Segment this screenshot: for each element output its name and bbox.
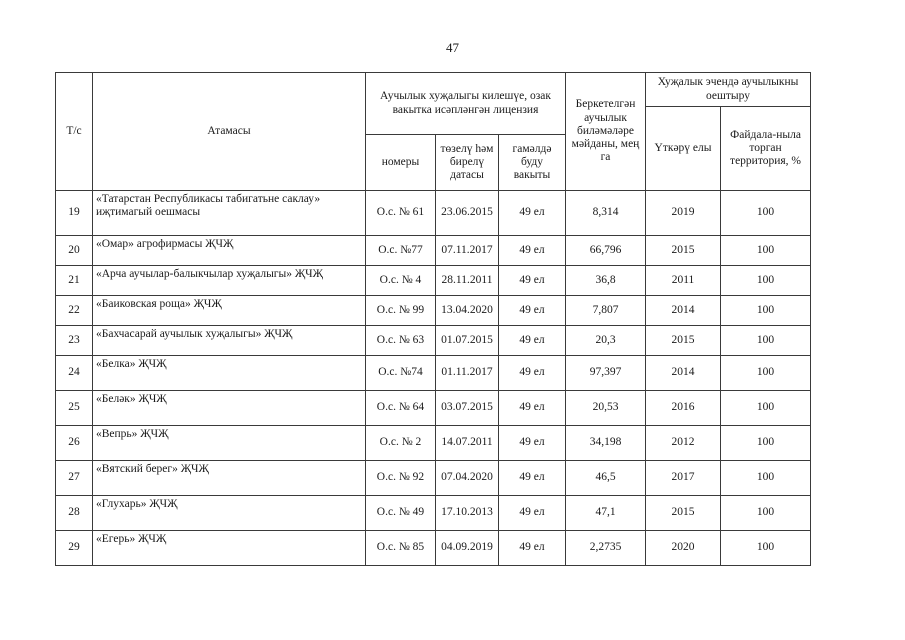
cell-term: 49 ел bbox=[499, 496, 566, 531]
cell-used: 100 bbox=[721, 266, 811, 296]
cell-name: «Омар» агрофирмасы ҖЧҖ bbox=[93, 236, 366, 266]
cell-license-date: 07.04.2020 bbox=[436, 461, 499, 496]
page-number: 47 bbox=[446, 40, 459, 55]
cell-year: 2014 bbox=[646, 296, 721, 326]
cell-license-number: О.с. № 2 bbox=[366, 426, 436, 461]
cell-used: 100 bbox=[721, 461, 811, 496]
table-row bbox=[56, 266, 811, 296]
cell-license-number: О.с. № 99 bbox=[366, 296, 436, 326]
cell-license-date: 23.06.2015 bbox=[436, 191, 499, 236]
cell-license-date: 14.07.2011 bbox=[436, 426, 499, 461]
table-row bbox=[56, 356, 811, 391]
cell-area: 20,53 bbox=[566, 391, 646, 426]
cell-license-date: 07.11.2017 bbox=[436, 236, 499, 266]
header-management-group: Хуҗалык эчендә аучылыкны оештыру bbox=[646, 73, 811, 107]
cell-area: 20,3 bbox=[566, 326, 646, 356]
cell-license-number: О.с. № 85 bbox=[366, 531, 436, 566]
cell-used: 100 bbox=[721, 326, 811, 356]
cell-area: 97,397 bbox=[566, 356, 646, 391]
header-year: Үткәрү елы bbox=[646, 107, 721, 191]
cell-name: «Беләк» ҖЧҖ bbox=[93, 391, 366, 426]
cell-area: 36,8 bbox=[566, 266, 646, 296]
cell-year: 2019 bbox=[646, 191, 721, 236]
cell-license-number: О.с. №74 bbox=[366, 356, 436, 391]
table-row bbox=[56, 531, 811, 566]
table-row bbox=[56, 296, 811, 326]
cell-num: 29 bbox=[56, 531, 93, 566]
cell-num: 20 bbox=[56, 236, 93, 266]
cell-name: «Белка» ҖЧҖ bbox=[93, 356, 366, 391]
cell-license-number: О.с. № 63 bbox=[366, 326, 436, 356]
table-row bbox=[56, 461, 811, 496]
cell-area: 2,2735 bbox=[566, 531, 646, 566]
cell-num: 19 bbox=[56, 191, 93, 236]
cell-license-date: 13.04.2020 bbox=[436, 296, 499, 326]
table-row bbox=[56, 326, 811, 356]
header-area: Беркетелгән аучылык биләмәләре мәйданы, мең га bbox=[566, 73, 646, 191]
cell-num: 25 bbox=[56, 391, 93, 426]
cell-used: 100 bbox=[721, 296, 811, 326]
cell-term: 49 ел bbox=[499, 426, 566, 461]
cell-area: 47,1 bbox=[566, 496, 646, 531]
cell-license-number: О.с. № 64 bbox=[366, 391, 436, 426]
cell-term: 49 ел bbox=[499, 356, 566, 391]
table-row bbox=[56, 496, 811, 531]
header-num: Т/с bbox=[56, 73, 93, 191]
cell-term: 49 ел bbox=[499, 191, 566, 236]
cell-term: 49 ел bbox=[499, 461, 566, 496]
cell-term: 49 ел bbox=[499, 391, 566, 426]
cell-name: «Глухарь» ҖЧҖ bbox=[93, 496, 366, 531]
cell-license-date: 28.11.2011 bbox=[436, 266, 499, 296]
header-license-number: номеры bbox=[366, 135, 436, 191]
table-row bbox=[56, 191, 811, 236]
cell-num: 21 bbox=[56, 266, 93, 296]
cell-num: 28 bbox=[56, 496, 93, 531]
cell-year: 2014 bbox=[646, 356, 721, 391]
cell-license-number: О.с. №77 bbox=[366, 236, 436, 266]
cell-license-number: О.с. № 49 bbox=[366, 496, 436, 531]
cell-year: 2016 bbox=[646, 391, 721, 426]
cell-used: 100 bbox=[721, 426, 811, 461]
header-name: Атамасы bbox=[93, 73, 366, 191]
cell-license-date: 01.11.2017 bbox=[436, 356, 499, 391]
cell-num: 26 bbox=[56, 426, 93, 461]
cell-year: 2012 bbox=[646, 426, 721, 461]
cell-area: 46,5 bbox=[566, 461, 646, 496]
cell-name: «Арча аучылар-балыкчылар хуҗалыгы» ҖЧҖ bbox=[93, 266, 366, 296]
cell-term: 49 ел bbox=[499, 531, 566, 566]
header-license-group: Аучылык хуҗалыгы килешүе, озак вакытка исәпләнгән лицензия bbox=[366, 73, 566, 135]
cell-used: 100 bbox=[721, 531, 811, 566]
header-license-term: гамәлдә буду вакыты bbox=[499, 135, 566, 191]
cell-year: 2015 bbox=[646, 236, 721, 266]
cell-area: 34,198 bbox=[566, 426, 646, 461]
cell-num: 22 bbox=[56, 296, 93, 326]
cell-area: 8,314 bbox=[566, 191, 646, 236]
cell-num: 27 bbox=[56, 461, 93, 496]
cell-area: 66,796 bbox=[566, 236, 646, 266]
cell-year: 2020 bbox=[646, 531, 721, 566]
cell-used: 100 bbox=[721, 496, 811, 531]
cell-used: 100 bbox=[721, 191, 811, 236]
cell-license-date: 17.10.2013 bbox=[436, 496, 499, 531]
header-license-date: төзелү һәм бирелү датасы bbox=[436, 135, 499, 191]
cell-year: 2017 bbox=[646, 461, 721, 496]
table-row bbox=[56, 426, 811, 461]
header-used-territory: Файдала-ныла торган территория, % bbox=[721, 107, 811, 191]
cell-term: 49 ел bbox=[499, 236, 566, 266]
cell-area: 7,807 bbox=[566, 296, 646, 326]
cell-license-date: 04.09.2019 bbox=[436, 531, 499, 566]
cell-used: 100 bbox=[721, 356, 811, 391]
hunting-grounds-table bbox=[55, 72, 811, 566]
cell-num: 24 bbox=[56, 356, 93, 391]
cell-license-number: О.с. № 92 bbox=[366, 461, 436, 496]
table-row bbox=[56, 236, 811, 266]
table-row bbox=[56, 391, 811, 426]
cell-term: 49 ел bbox=[499, 326, 566, 356]
cell-license-number: О.с. № 61 bbox=[366, 191, 436, 236]
cell-year: 2015 bbox=[646, 496, 721, 531]
cell-used: 100 bbox=[721, 391, 811, 426]
cell-name: «Вепрь» ҖЧҖ bbox=[93, 426, 366, 461]
cell-license-date: 03.07.2015 bbox=[436, 391, 499, 426]
cell-name: «Бахчасарай аучылык хуҗалыгы» ҖЧҖ bbox=[93, 326, 366, 356]
cell-name: «Вятский берег» ҖЧҖ bbox=[93, 461, 366, 496]
cell-year: 2015 bbox=[646, 326, 721, 356]
cell-name: «Татарстан Республикасы табигатьне саклау» иҗтимагый оешмасы bbox=[93, 191, 366, 236]
cell-num: 23 bbox=[56, 326, 93, 356]
cell-name: «Баиковская роща» ҖЧҖ bbox=[93, 296, 366, 326]
cell-year: 2011 bbox=[646, 266, 721, 296]
cell-license-number: О.с. № 4 bbox=[366, 266, 436, 296]
cell-used: 100 bbox=[721, 236, 811, 266]
cell-license-date: 01.07.2015 bbox=[436, 326, 499, 356]
cell-term: 49 ел bbox=[499, 296, 566, 326]
cell-term: 49 ел bbox=[499, 266, 566, 296]
cell-name: «Егерь» ҖЧҖ bbox=[93, 531, 366, 566]
